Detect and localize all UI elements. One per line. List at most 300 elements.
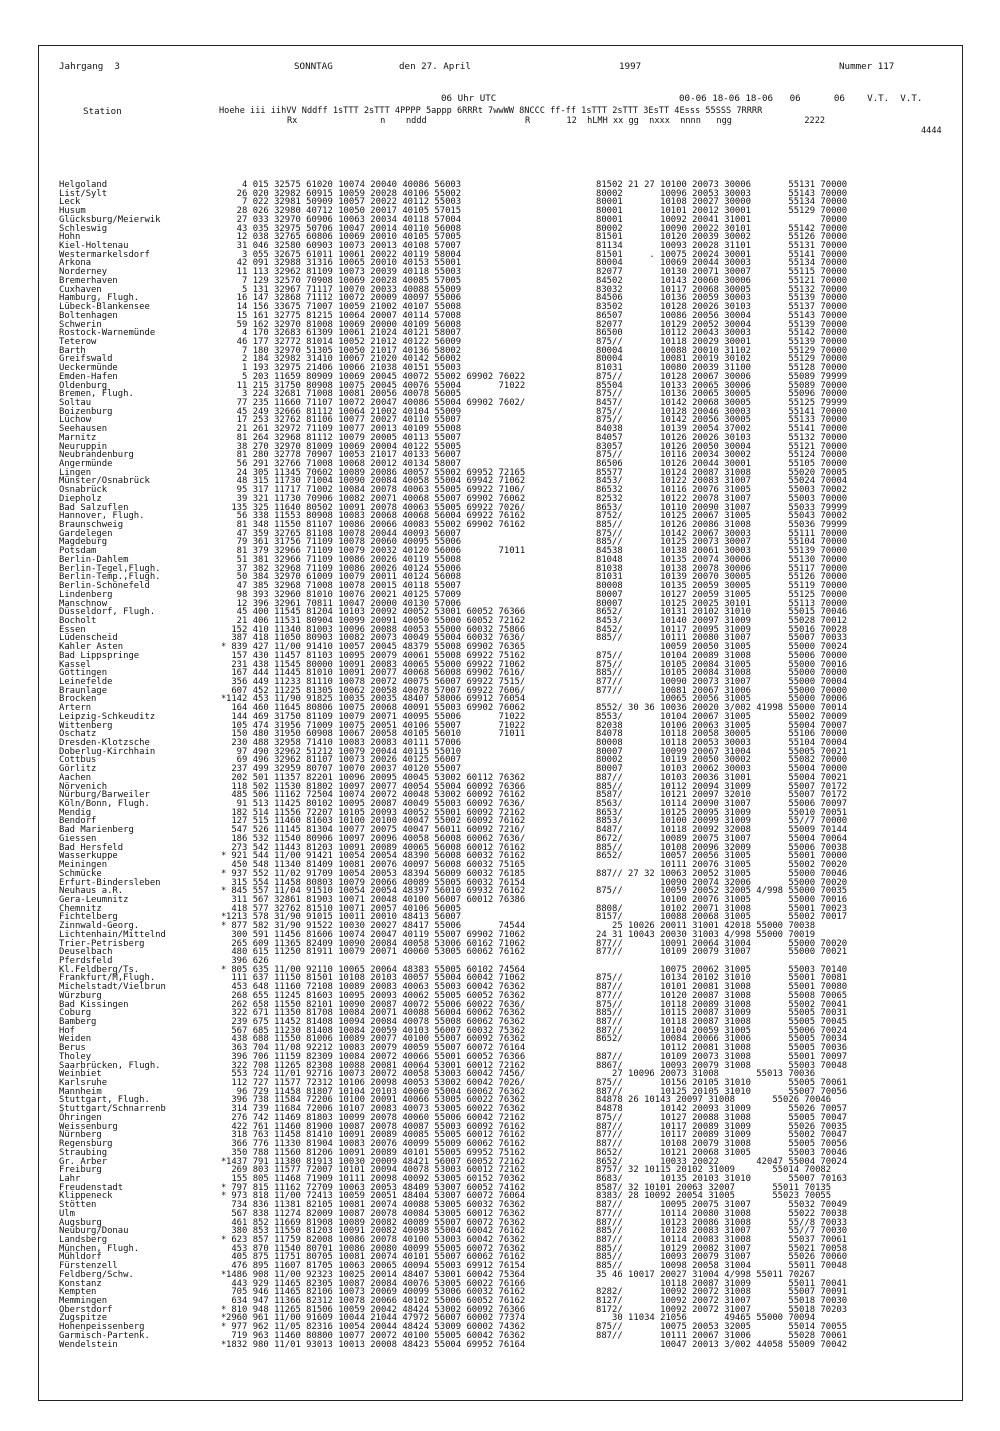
station-name: Angermünde — [59, 459, 113, 469]
extra-codes: 877// 10109 20079 31007 55000 70021 — [596, 947, 848, 958]
extra-codes: 877// 10090 20073 31007 55000 70004 — [596, 676, 848, 687]
observation-codes: 231 438 11545 80000 10091 20083 40065 55000 69922 71062 — [226, 659, 526, 670]
observation-codes: 443 929 11465 82305 10087 20084 40076 53005 60022 76166 — [226, 1278, 526, 1289]
observation-codes: 69 496 32962 81107 10073 20026 40125 56007 — [226, 755, 462, 766]
extra-codes: 10075 20062 31005 55003 70140 — [596, 964, 848, 975]
extra-codes: 8757/ 32 10115 20102 31009 55014 70082 — [596, 1165, 832, 1176]
observation-codes: 810 948 11265 81506 10059 20042 48424 53002 60092 76366 — [226, 1304, 526, 1315]
observation-codes: 24 305 11345 70602 10089 20086 40057 55002 69952 72165 — [226, 467, 526, 478]
extra-codes: 8587/ 10121 20097 32010 55007 70172 — [596, 790, 848, 801]
observation-codes: 105 474 31956 71009 10075 20051 40106 55007 71022 — [226, 720, 526, 731]
observation-codes: 230 488 32958 71410 10083 20083 40111 57006 — [226, 738, 462, 748]
station-name: Berlin-Dahlem — [59, 554, 129, 565]
station-name: Memmingen — [59, 1296, 108, 1306]
station-name: Seehausen — [59, 424, 108, 435]
observation-codes: 719 963 11460 80800 10077 20072 40100 55005 60042 76362 — [226, 1330, 526, 1341]
station-name: Hohenpeissenberg — [59, 1322, 145, 1333]
station-name: Mühldorf — [59, 1252, 102, 1263]
station-name: Greifswald — [59, 354, 113, 365]
station-name: Ueckermünde — [59, 363, 118, 374]
extra-codes: 80007 10099 20067 31004 55005 70021 — [596, 746, 848, 757]
station-name: Essen — [59, 624, 86, 635]
extra-codes: 875// 10128 20046 30003 55141 70000 — [596, 406, 848, 417]
extra-codes: 887// 10103 20036 31001 55004 70021 — [596, 772, 848, 783]
extra-codes: 80008 10118 20053 30003 55104 70004 — [596, 738, 848, 748]
extra-codes: 80001 10101 20012 30001 55129 70000 — [596, 206, 848, 217]
extra-codes: 83502 10128 20026 30103 55137 70000 — [596, 302, 848, 313]
observation-codes: 553 724 11/01 92716 10073 20072 40058 53003 60042 7456/ — [226, 1069, 526, 1080]
observation-codes: 322 708 11265 82308 10088 20081 40064 53001 60012 72162 — [226, 1060, 526, 1071]
extra-codes: 84878 10142 20093 31009 55026 70057 — [596, 1104, 848, 1115]
observation-codes: 547 526 11145 81304 10077 20075 40047 56011 60092 7216/ — [226, 825, 526, 836]
observation-codes: 38 270 32970 81009 10069 20004 40122 55005 — [226, 441, 462, 452]
station-name: Straubing — [59, 1147, 108, 1158]
station-name: Bendorf — [59, 816, 97, 827]
observation-codes: 877 582 31/90 91522 10030 20027 48417 55006 74544 — [226, 921, 526, 932]
extra-codes: 80002 10119 20050 30002 55082 70000 — [596, 755, 848, 766]
mountain-station-mark: * — [221, 642, 227, 653]
station-name: Garmisch-Partenk. — [59, 1330, 150, 1341]
station-name: Potsdam — [59, 546, 97, 557]
extra-codes: 82038 10106 20063 31005 55004 70007 — [596, 720, 848, 731]
station-name: Cottbus — [59, 755, 97, 766]
observation-codes: 11 113 32962 81109 10073 20039 40118 55003 — [226, 267, 462, 278]
observation-codes: 77 235 11660 71107 10072 20047 40086 55004 69902 7602/ — [226, 397, 526, 408]
observation-codes: 937 552 11/02 91709 10054 20053 48394 56009 60032 76185 — [226, 868, 526, 879]
extra-codes: 8652/ 10084 20066 31006 55005 70034 — [596, 1034, 848, 1045]
extra-codes: 8127/ 10092 20072 31007 55018 70030 — [596, 1296, 848, 1306]
station-name: Schleswig — [59, 223, 108, 234]
observation-codes: 16 147 32868 71112 10072 20009 40097 55006 — [226, 293, 462, 304]
station-name: Freiburg — [59, 1165, 102, 1176]
station-name: Westermarkelsdorf — [59, 249, 150, 260]
station-name: Lahr — [59, 1173, 81, 1184]
station-name: Doberlug-Kirchhain — [59, 746, 156, 757]
extra-codes: 8282/ 10092 20072 31008 55007 70091 — [596, 1287, 848, 1298]
time-label: 06 Uhr UTC — [441, 93, 497, 104]
year-label: 1997 — [619, 61, 642, 72]
observation-codes: 26 020 32982 60915 10059 20028 40106 55002 — [226, 188, 462, 199]
observation-codes: 396 626 — [226, 955, 269, 966]
station-name: Rostock-Warnemünde — [59, 328, 156, 339]
observation-codes: 1832 980 11/01 93013 10013 20008 48423 55004 69952 76164 — [226, 1339, 526, 1350]
station-name: Kahler Asten — [59, 642, 124, 653]
station-name: Kl.Feldberg/Ts. — [59, 964, 140, 975]
extra-codes: 81501 10120 20039 30002 55126 70000 — [596, 232, 848, 243]
observation-codes: 11 215 31750 80908 10075 20045 40076 55004 71022 — [226, 380, 526, 391]
station-name: Lichtenhain/Mittelnd — [59, 929, 166, 940]
extra-codes: 81048 10135 20074 30006 55130 70000 — [596, 554, 848, 565]
observation-codes: 21 261 32972 71109 10077 20013 40109 55008 — [226, 424, 462, 435]
extra-codes: 877// 10114 20080 31008 55022 70038 — [596, 1208, 848, 1219]
extra-codes: 885// 10125 20073 30007 55104 70000 — [596, 537, 848, 548]
extra-codes: 887// 27 32 10063 20052 31005 55000 70046 — [596, 868, 848, 879]
extra-codes: 8867/ 10093 20079 31008 55003 70048 — [596, 1060, 848, 1071]
extra-codes: 10112 20081 31008 55005 70036 — [596, 1043, 848, 1054]
station-name: Karlsruhe — [59, 1078, 108, 1089]
observation-codes: 56 291 32766 71008 10068 20012 40134 58007 — [226, 459, 462, 469]
mountain-station-mark: * — [221, 1322, 227, 1333]
station-name: Zugspitze — [59, 1313, 108, 1324]
observation-codes: 98 393 32960 81010 10076 20021 40125 57009 — [226, 589, 462, 600]
observation-codes: 47 385 32968 71008 10078 20015 40118 55007 — [226, 581, 462, 592]
extra-codes: 84057 10126 20026 30103 55132 70000 — [596, 432, 848, 443]
observation-codes: 39 321 11730 70906 10082 20071 40068 55007 69902 76062 — [226, 493, 526, 504]
extra-codes: 875// 10128 20067 30006 55089 79999 — [596, 371, 848, 382]
observation-codes: 350 788 11560 81206 10091 20089 40101 55005 69952 75162 — [226, 1147, 526, 1158]
station-name: Husum — [59, 206, 86, 217]
station-name: Schmücke — [59, 868, 102, 879]
observation-codes: 4 170 32683 61309 10061 21024 40121 58007 — [226, 328, 462, 339]
observation-codes: 56 338 11553 80908 10083 20068 40068 56004 69922 76162 — [226, 511, 526, 522]
extra-codes: 10118 20087 31009 55011 70041 — [596, 1278, 848, 1289]
extra-codes: 887// 10125 20105 31010 55007 70056 — [596, 1086, 848, 1097]
code-header: Hoehe iii iihVV Nddff 1sTTT 2sTTT 4PPPP 5appp 6RRRt 7wwWW 8NCCC ff-ff 1sTTT 2sTTT 3EsTT 4Esss 55SSS 7RRRR — [219, 106, 763, 116]
observation-codes: 95 317 11717 71002 10084 20078 40063 55005 69922 7106/ — [226, 485, 526, 496]
station-name: Oberstdorf — [59, 1304, 113, 1315]
station-name: Klippeneck — [59, 1191, 113, 1202]
observation-codes: 4 015 32575 61020 10074 20040 40086 56003 — [226, 180, 462, 190]
extra-codes: 8652/ 10057 20056 31005 55001 70000 — [596, 851, 848, 862]
station-name: Boltenhagen — [59, 310, 118, 321]
station-name: Zinnwald-Georg. — [59, 921, 140, 932]
extra-codes: 877// 10081 20067 31006 55000 70000 — [596, 685, 848, 696]
extra-codes: 877// 10120 20087 31008 55008 70065 — [596, 990, 848, 1001]
extra-codes: 875// 10142 20067 30003 55111 70000 — [596, 528, 848, 539]
observation-codes: 51 381 32966 71109 10086 20026 40119 55008 — [226, 554, 462, 565]
station-name: List/Sylt — [59, 188, 108, 199]
station-name: Bremerhaven — [59, 275, 118, 286]
observation-codes: 135 325 11640 80502 10091 20078 40063 55005 69922 7026/ — [226, 502, 526, 513]
observation-codes: 623 857 11759 82008 10086 20078 40100 53003 60042 76362 — [226, 1234, 526, 1245]
observation-codes: 239 675 11452 81408 10094 20084 40078 55008 60062 76362 — [226, 1017, 526, 1027]
jahrgang-label: Jahrgang 3 — [59, 61, 120, 72]
extra-codes: 885// 10111 20080 31007 55007 70033 — [596, 633, 848, 644]
station-name: Lüdenscheid — [59, 633, 118, 644]
extra-codes: 25 10026 20011 31001 42018 55000 70038 — [596, 921, 816, 932]
extra-codes: 80004 10088 20010 31102 55129 70000 — [596, 345, 848, 356]
observation-codes: 356 449 11233 81110 10078 20072 40075 56007 69922 7515/ — [226, 676, 526, 687]
observation-codes: 476 895 11607 81705 10063 20065 40094 55003 69912 76154 — [226, 1261, 526, 1272]
observation-codes: 14 156 33675 71007 10059 21002 40107 55008 — [226, 302, 462, 313]
code-subheader-extra: 4444 — [921, 126, 942, 136]
extra-codes: 8457/ 10142 20068 30005 55125 79999 — [596, 397, 848, 408]
issue-number: Nummer 117 — [839, 61, 895, 72]
mountain-station-mark: * — [221, 1234, 227, 1245]
observation-codes: 485 506 11162 72504 10074 20072 40048 53002 60092 76162 — [226, 790, 526, 801]
extra-codes: 8487/ 10118 20092 32008 55009 70144 — [596, 825, 848, 836]
extra-codes: 8552/ 30 36 10036 20020 3/002 41998 55000 70014 — [596, 703, 848, 714]
extra-codes: 8683/ 10135 20103 31010 55007 70163 — [596, 1173, 848, 1184]
observation-codes: 79 361 31756 71109 10078 20060 40095 55006 — [226, 537, 462, 548]
observation-codes: 27 033 32970 60906 10063 20034 40118 57004 — [226, 214, 462, 225]
station-name: Dresden-Klotzsche — [59, 738, 150, 748]
extra-codes: 85504 10133 20065 30006 55089 70000 — [596, 380, 848, 391]
extra-codes: 80001 10108 20027 30000 55134 70000 — [596, 197, 848, 208]
extra-codes: 875// 10118 20029 30001 55139 70000 — [596, 336, 848, 347]
extra-codes: 8652/ 10121 20068 31005 55003 70046 — [596, 1147, 848, 1158]
station-name: Landsberg — [59, 1234, 108, 1245]
station-name: Mannheim — [59, 1086, 102, 1097]
station-name: Weiden — [59, 1034, 92, 1045]
extra-codes: 82077 10129 20052 30004 55139 70000 — [596, 319, 848, 330]
station-name: Neubrandenburg — [59, 450, 134, 461]
observation-codes: 45 249 32666 81112 10064 21002 40104 55009 — [226, 406, 462, 417]
extra-codes: 885// 10105 20084 31008 55000 70000 — [596, 668, 848, 679]
observation-codes: 81 280 32778 70907 10053 21017 40133 56007 — [226, 450, 462, 461]
extra-codes: 81038 10138 20078 30006 55117 70000 — [596, 563, 848, 574]
observation-codes: 3 224 32681 71008 10081 20056 40078 56005 — [226, 389, 462, 400]
extra-codes: 887// 10101 20081 31008 55001 70080 — [596, 982, 848, 993]
extra-codes: 875// 10075 20053 32005 55014 70055 — [596, 1322, 848, 1333]
extra-codes: 8453/ 10122 20083 31007 55024 70004 — [596, 476, 848, 487]
extra-codes: 82077 10130 20071 30007 55115 70000 — [596, 267, 848, 278]
station-name: Erfurt-Bindersleben — [59, 877, 161, 888]
extra-codes: 877// 10091 20064 31004 55000 70020 — [596, 938, 848, 949]
observation-codes: 567 838 11274 82009 10087 20078 40084 53005 60012 76362 — [226, 1208, 526, 1219]
observation-codes: 797 815 11162 72709 10063 20053 48409 53007 60052 74162 — [226, 1182, 526, 1193]
observation-codes: 31 046 32580 60903 10073 20013 40108 57007 — [226, 241, 462, 252]
observation-codes: 1486 908 11/00 92323 10025 20014 48407 53001 60042 75364 — [226, 1269, 526, 1280]
station-name: Hannover, Flugh. — [59, 511, 145, 522]
extra-codes: 875// 10127 20088 31008 55005 70047 — [596, 1112, 848, 1123]
extra-codes: 887// 10109 20073 31008 55001 70097 — [596, 1051, 848, 1062]
station-name: Nürburg/Barweiler — [59, 790, 150, 801]
extra-codes: 83057 10126 20050 30004 55121 70000 — [596, 441, 848, 452]
mountain-station-mark: * — [221, 1182, 227, 1193]
station-name: Münster/Osnabrück — [59, 476, 150, 487]
observation-codes: 380 853 11550 81203 10091 20082 40098 55004 60042 76162 — [226, 1226, 526, 1237]
station-name: Neuruppin — [59, 441, 108, 452]
observation-codes: 155 805 11468 71909 10111 20098 40092 53005 60152 70362 — [226, 1173, 526, 1184]
mountain-station-mark: * — [221, 1156, 227, 1167]
station-name: Feldberg/Schw. — [59, 1269, 134, 1280]
extra-codes: 80004 10069 20044 30003 55134 70000 — [596, 258, 848, 269]
station-name: Chemnitz — [59, 903, 102, 914]
observation-codes: 322 671 11350 81708 10084 20071 40088 56004 60062 76362 — [226, 1008, 526, 1019]
extra-codes: 875// 10104 20089 31008 55006 70000 — [596, 650, 848, 661]
observation-codes: 311 567 32861 81903 10071 20048 40100 56007 60012 76386 — [226, 894, 526, 905]
observation-codes: 366 776 11330 81904 10083 20076 40099 55009 60062 76162 — [226, 1139, 526, 1150]
mountain-station-mark: * — [221, 921, 227, 932]
station-name: Nörvenich — [59, 781, 108, 792]
station-name: Köln/Bonn, Flugh. — [59, 799, 150, 810]
observation-codes: 705 946 11465 82106 10073 20069 40099 53006 60032 76162 — [226, 1287, 526, 1298]
station-name: Bad Hersfeld — [59, 842, 124, 853]
date-label: den 27. April — [399, 61, 471, 72]
station-name: Braunlage — [59, 685, 108, 696]
station-name: Regensburg — [59, 1139, 113, 1150]
observation-codes: 480 615 11250 81911 10079 20071 40060 53005 60062 76162 — [226, 947, 526, 958]
code-subheader: Rx n nddd R 12 hLMH xx gg nxxx nnnn ngg 2222 — [287, 116, 826, 126]
station-name: Tholey — [59, 1051, 92, 1062]
extra-codes: 8452/ 10117 20095 31009 55016 70028 — [596, 624, 848, 635]
extra-codes: 84078 10118 20058 30005 55106 70000 — [596, 729, 848, 740]
extra-codes: 84038 10139 20054 37002 55141 70000 — [596, 424, 848, 435]
extra-codes: 81031 10080 20039 31100 55128 70000 — [596, 363, 848, 374]
observation-codes: 422 761 11460 81900 10087 20078 40087 55003 60092 76162 — [226, 1121, 526, 1132]
station-name: Aachen — [59, 772, 92, 783]
station-name: Emden-Hafen — [59, 371, 118, 382]
station-name: Würzburg — [59, 990, 102, 1001]
extra-codes: 84538 10138 20061 30003 55139 70000 — [596, 546, 848, 557]
extra-codes: 86500 10112 20043 30003 55142 70000 — [596, 328, 848, 339]
station-name: Berus — [59, 1043, 86, 1054]
observation-codes: 839 427 11/00 91410 10057 20045 48379 55008 69902 76365 — [226, 642, 526, 653]
station-name: Wasserkuppe — [59, 851, 118, 862]
station-name: Nürnberg — [59, 1130, 102, 1141]
extra-codes: 8587/ 32 10101 20063 32007 55011 70135 — [596, 1182, 832, 1193]
observation-codes: 59 162 32970 81008 10069 20000 40109 56008 — [226, 319, 462, 330]
station-name: Cuxhaven — [59, 284, 102, 295]
extra-codes: 84878 26 10143 20097 31008 55026 70046 — [596, 1095, 832, 1106]
station-name: Bad Marienberg — [59, 825, 134, 836]
observation-codes: 152 410 11340 81003 10096 20088 40053 55000 60032 75866 — [226, 624, 526, 635]
extra-codes: 8172/ 10092 20072 31007 55018 70203 — [596, 1304, 848, 1315]
observation-codes: 387 418 11050 80903 10082 20073 40049 55004 60032 7636/ — [226, 633, 526, 644]
mountain-station-mark: * — [221, 1313, 227, 1324]
extra-codes: 27 10096 20073 31008 55013 70036 — [596, 1069, 816, 1080]
extra-codes: 875// 10118 20089 31008 55002 70041 — [596, 999, 848, 1010]
observation-codes: 28 026 32980 40712 10050 20017 40105 57015 — [226, 206, 462, 217]
extra-codes: 885// 10108 20096 32009 55006 70038 — [596, 842, 848, 853]
observation-codes: 112 727 11577 72312 10106 20098 40053 53002 60042 7026/ — [226, 1078, 526, 1089]
observation-codes: 21 406 11531 80904 10099 20091 40050 55000 60052 72162 — [226, 615, 526, 626]
extra-codes: 875// 10142 20056 30005 55133 70000 — [596, 415, 848, 426]
mountain-station-mark: * — [221, 1191, 227, 1202]
observation-codes: 634 947 11366 82312 10078 20066 40102 55006 60052 76162 — [226, 1296, 526, 1306]
station-name: Braunschweig — [59, 520, 124, 531]
extra-codes: 80007 10127 20059 31005 55125 70000 — [596, 589, 848, 600]
station-name: Stötten — [59, 1200, 97, 1211]
observation-codes: 50 384 32970 61009 10079 20011 40124 56008 — [226, 572, 462, 583]
station-name: Weissenburg — [59, 1121, 118, 1132]
station-name: Schwerin — [59, 319, 102, 330]
observation-codes: 450 548 11340 81409 10081 20076 40097 56008 60032 75165 — [226, 860, 526, 871]
station-name: Saarbrücken, Flugh. — [59, 1060, 161, 1071]
extra-codes: 8553/ 10104 20067 31005 55002 70009 — [596, 711, 848, 722]
station-name: Stuttgart, Flugh. — [59, 1095, 150, 1106]
extra-codes: 885// 10129 20082 31007 55021 70058 — [596, 1243, 848, 1254]
extra-codes: 80004 10081 20019 30102 55129 70000 — [596, 354, 848, 365]
station-name: Gr. Arber — [59, 1156, 108, 1167]
observation-codes: 1213 578 31/90 91015 10011 20010 48413 56007 — [226, 912, 462, 923]
observation-codes: 396 738 11584 72206 10100 20091 40066 53005 60022 76362 — [226, 1095, 526, 1106]
extra-codes: 885// 10098 20058 31004 55011 70048 — [596, 1261, 848, 1272]
station-name: Gera-Leumnitz — [59, 894, 129, 905]
observation-codes: 314 739 11684 72006 10107 20083 40073 53005 60022 76362 — [226, 1104, 526, 1115]
extra-codes: 86532 10116 20076 31005 55003 70002 — [596, 485, 848, 496]
extra-codes: 84506 10136 20059 30003 55139 70000 — [596, 293, 848, 304]
observation-codes: 973 818 11/00 72413 10059 20051 48404 53007 60072 76064 — [226, 1191, 526, 1202]
station-name: Brocken — [59, 694, 97, 705]
station-name: Deuselbach — [59, 947, 113, 958]
station-name: Bremen, Flugh. — [59, 389, 134, 400]
mountain-station-mark: * — [221, 868, 227, 879]
station-name: Hof — [59, 1025, 76, 1036]
observation-codes: 237 499 32959 80707 10070 20037 40120 55007 — [226, 764, 462, 775]
extra-codes: 80008 10135 20059 30005 55119 70000 — [596, 581, 848, 592]
observation-codes: 12 396 32961 70811 10047 20000 40130 57006 — [226, 598, 462, 609]
observation-codes: 318 763 11458 81410 10091 20089 40085 55005 60012 76162 — [226, 1130, 526, 1141]
station-name: Barth — [59, 345, 86, 356]
observation-codes: 12 038 32765 60806 10069 20010 40105 57005 — [226, 232, 462, 243]
observation-codes: 186 532 11540 80906 10097 20096 40058 56008 60062 7636/ — [226, 833, 526, 844]
station-name: Oschatz — [59, 729, 97, 740]
extra-codes: 10065 20056 31005 55000 70006 — [596, 694, 848, 705]
extra-codes: 10100 20076 31005 55000 70016 — [596, 894, 848, 905]
extra-codes: 875// 10156 20105 31010 55005 70061 — [596, 1078, 848, 1089]
station-name: Boizenburg — [59, 406, 113, 417]
extra-codes: 885// 10093 20079 31007 55026 70060 — [596, 1252, 848, 1263]
extra-codes: 875// 10136 20065 30005 55096 70000 — [596, 389, 848, 400]
station-name: Neuburg/Donau — [59, 1226, 129, 1237]
observation-codes: 300 591 11456 81606 10074 20047 40119 55007 69902 71062 — [226, 929, 526, 940]
station-name: Freudenstadt — [59, 1182, 124, 1193]
extra-codes: 82532 10122 20078 31007 55003 70000 — [596, 493, 848, 504]
extra-codes: 10090 20074 32006 55000 70020 — [596, 877, 848, 888]
observation-codes: 164 460 11645 80806 10075 20068 40091 55003 69902 76062 — [226, 703, 526, 714]
observation-codes: 276 742 11469 81803 10099 20078 40060 55006 60042 72162 — [226, 1112, 526, 1123]
extra-codes: 8853/ 10100 20099 31009 55//7 70000 — [596, 816, 848, 827]
extra-codes: 8383/ 28 10092 20054 31005 55023 70055 — [596, 1191, 832, 1202]
station-name: Ulm — [59, 1208, 76, 1219]
observation-codes: 3 055 32675 61011 10061 20022 40119 58004 — [226, 249, 462, 260]
observation-codes: 42 091 32988 31316 10065 20010 40153 55001 — [226, 258, 462, 269]
station-name: Arkona — [59, 258, 92, 269]
observation-codes: 81 379 32966 71109 10079 20032 40120 56006 71011 — [226, 546, 526, 557]
observation-codes: 150 480 31950 60908 10067 20058 40105 56010 71011 — [226, 729, 526, 740]
station-name: Wittenberg — [59, 720, 113, 731]
observation-codes: 144 469 31750 81109 10079 20071 40095 55006 71022 — [226, 711, 526, 722]
observation-codes: 167 444 11445 81010 10091 20077 40068 56008 69902 7616/ — [226, 668, 526, 679]
station-name: Pferdsfeld — [59, 955, 113, 966]
extra-codes: 8808/ 10102 20071 31008 55001 70023 — [596, 903, 848, 914]
extra-codes: 8653/ 10110 20090 31007 55033 79999 — [596, 502, 848, 513]
station-name: Mendig — [59, 807, 92, 818]
extra-codes: 83032 10117 20068 30005 55132 70000 — [596, 284, 848, 295]
station-name: Görlitz — [59, 764, 97, 775]
extra-codes: 875// 10105 20084 31005 55000 70016 — [596, 659, 848, 670]
station-name: Leck — [59, 197, 81, 208]
extra-codes: 81134 10093 20028 31101 55131 70000 — [596, 241, 848, 252]
station-name: Berlin-Temp.,Flugh. — [59, 572, 161, 583]
observation-codes: 48 315 11730 71004 10090 20084 40058 55004 69942 71062 — [226, 476, 526, 487]
station-name: Bad Lippspringe — [59, 650, 140, 661]
extra-codes: 84502 10143 20060 30006 55121 70000 — [596, 275, 848, 286]
station-name: Gardelegen — [59, 528, 113, 539]
extra-codes: 10047 20013 3/002 44058 55009 70042 — [596, 1339, 848, 1350]
extra-codes: 35 46 10017 20027 31004 4/998 55011 70267 — [596, 1269, 816, 1280]
observation-codes: 418 577 32762 81510 10071 20057 40106 56005 — [226, 903, 462, 914]
station-name: Berlin-Tegel,Flugh. — [59, 563, 161, 574]
station-name: Fichtelberg — [59, 912, 118, 923]
station-name: Stuttgart/Schnarrenb — [59, 1104, 166, 1115]
extra-codes: 80001 10092 20041 31001 70000 — [596, 214, 848, 225]
extra-codes: 86506 10126 20044 30001 55105 70000 — [596, 459, 848, 469]
extra-codes: 10111 20076 31005 55002 70020 — [596, 860, 848, 871]
extra-codes: 877// 10117 20089 31009 55002 70047 — [596, 1130, 848, 1141]
station-name: Berlin-Schönefeld — [59, 581, 150, 592]
observation-codes: 182 514 11556 72207 10105 20093 40052 55001 60092 72162 — [226, 807, 526, 818]
observation-codes: 91 513 11425 80102 10095 20087 40049 55003 60092 7636/ — [226, 799, 526, 810]
observation-codes: 118 502 11530 81802 10097 20077 40054 55004 60092 76366 — [226, 781, 526, 792]
station-name: Konstanz — [59, 1278, 102, 1289]
observation-codes: 81 348 11550 81107 10086 20066 40083 55002 69902 76162 — [226, 520, 526, 531]
observation-codes: 607 452 11225 81305 10062 20058 40078 57007 69922 7606/ — [226, 685, 526, 696]
station-name: Soltau — [59, 397, 92, 408]
mountain-station-mark: * — [221, 964, 227, 975]
